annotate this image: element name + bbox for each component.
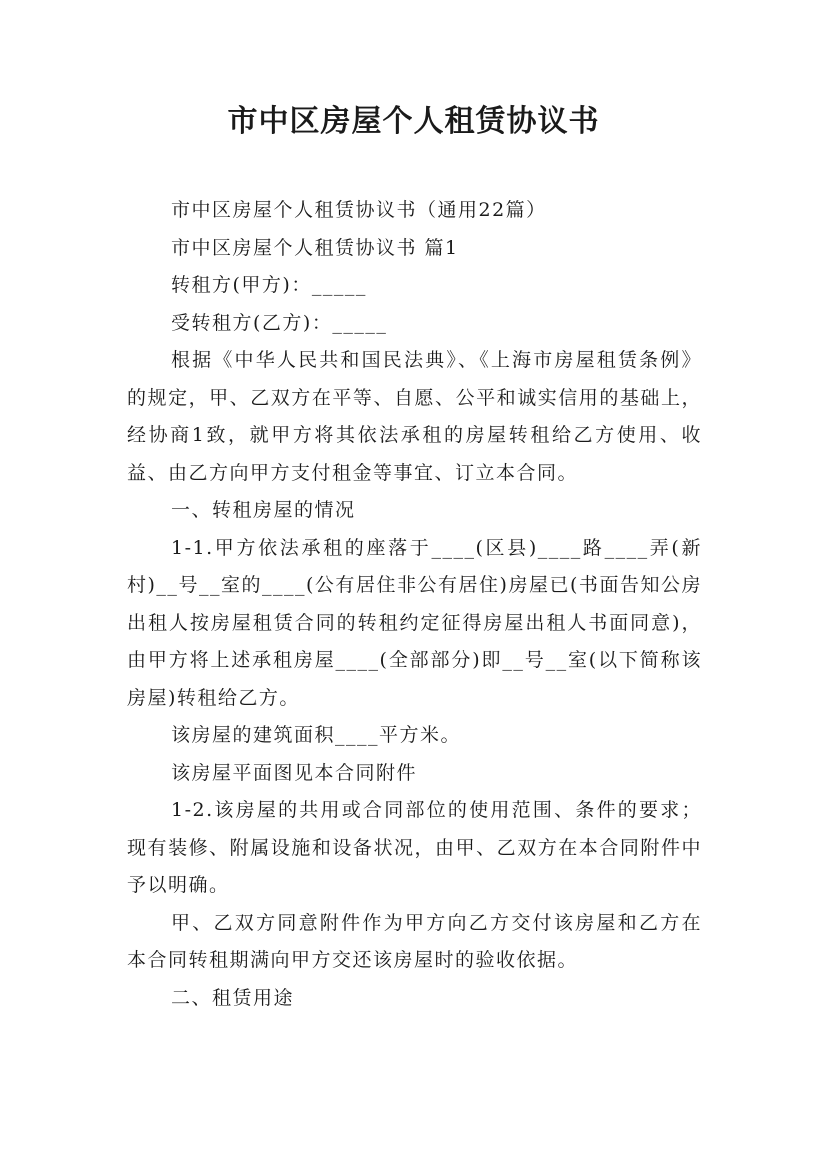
legal-basis-paragraph: 根据《中华人民共和国民法典》、《上海市房屋租赁条例》的规定，甲、乙双方在平等、自愿、公平和诚实信用的基础上，经协商1致，就甲方将其依法承租的房屋转租给乙方使用、收益、由乙方向甲方支付租金等事宜、订立本合同。: [127, 349, 702, 484]
party-b-line: 受转租方(乙方)：_____: [171, 311, 388, 334]
section-heading-2: 二、租赁用途: [171, 986, 295, 1009]
area-paragraph: 该房屋的建筑面积____平方米。: [171, 724, 462, 746]
floorplan-paragraph: 该房屋平面图见本合同附件: [171, 761, 418, 784]
section-heading-1: 一、转租房屋的情况: [171, 499, 356, 521]
subtitle-paragraph: 市中区房屋个人租赁协议书（通用22篇）: [171, 199, 547, 221]
agreement-paragraph: 甲、乙双方同意附件作为甲方向乙方交付该房屋和乙方在本合同转租期满向甲方交还该房屋时的验收依据。: [127, 911, 702, 971]
document-title: 市中区房屋个人租赁协议书: [227, 104, 600, 139]
section-heading: 市中区房屋个人租赁协议书 篇1: [171, 236, 459, 259]
clause-1-1: 1-1.甲方依法承租的座落于____(区县)____路____弄(新村)__号__室的____(公有居住非公有居住)房屋已(书面告知公房出租人按房屋租赁合同的转租约定征得房屋出租人书面同意)，由甲方将上述承租房屋____(全部部分)即__号__室(以下简称该房屋)转租给乙方。: [127, 536, 702, 709]
clause-1-2: 1-2.该房屋的共用或合同部位的使用范围、条件的要求；现有装修、附属设施和设备状况，由甲、乙双方在本合同附件中予以明确。: [127, 799, 702, 896]
party-a-line: 转租方(甲方)：_____: [171, 274, 367, 296]
document-body: [127, 192, 702, 1017]
